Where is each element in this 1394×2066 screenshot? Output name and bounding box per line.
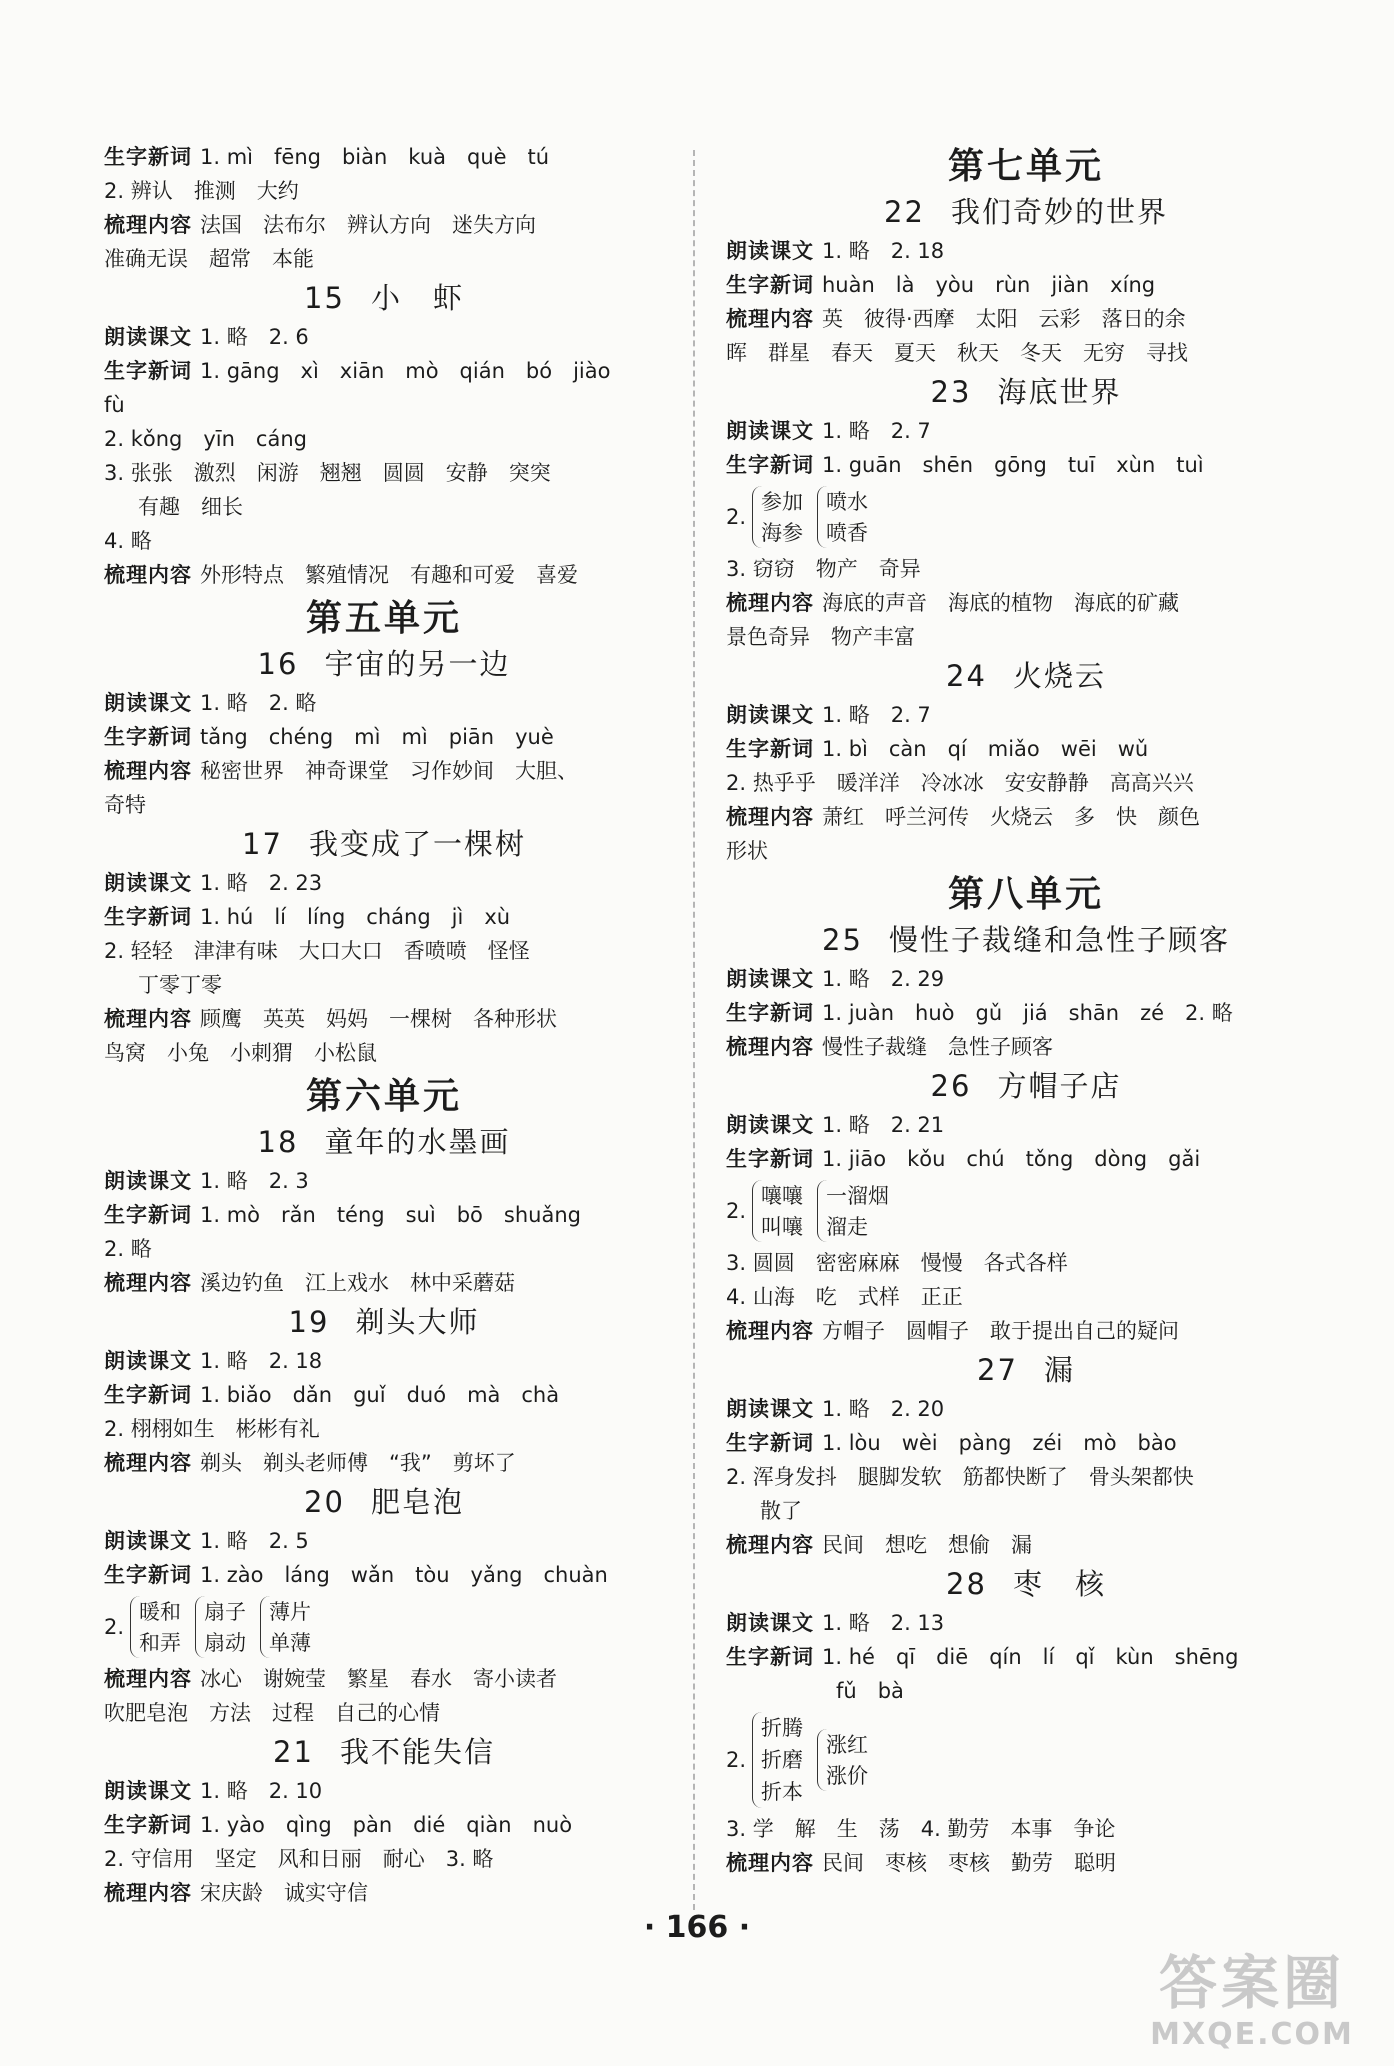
- brace-group: 2. 参加 海参 喷水 喷香: [726, 482, 1326, 552]
- text-line: 生字新词 1. hé qī diē qín lí qǐ kùn shēng: [726, 1645, 1239, 1669]
- text-line: 朗读课文 1. 略 2. 6: [104, 325, 309, 349]
- text-line: 3. 学 解 生 荡 4. 勤劳 本事 争论: [726, 1817, 1116, 1841]
- lesson-title-17: 17 我变成了一棵树: [242, 827, 526, 861]
- text-line: 朗读课文 1. 略 2. 13: [726, 1611, 945, 1635]
- text-line: 梳理内容 宋庆龄 诚实守信: [104, 1881, 368, 1905]
- column-divider: [693, 150, 695, 1910]
- brace-item: 涨红 涨价: [817, 1729, 868, 1791]
- text-line: 梳理内容 溪边钓鱼 江上戏水 林中采蘑菇: [104, 1271, 515, 1295]
- text-line: 2. 守信用 坚定 风和日丽 耐心 3. 略: [104, 1847, 494, 1871]
- text-line: 朗读课文 1. 略 2. 23: [104, 871, 323, 895]
- text-line: 晖 群星 春天 夏天 秋天 冬天 无穷 寻找: [726, 341, 1188, 365]
- text-line: 梳理内容 英 彼得·西摩 太阳 云彩 落日的余: [726, 307, 1186, 331]
- text-line: 2. 热乎乎 暖洋洋 冷冰冰 安安静静 高高兴兴: [726, 771, 1194, 795]
- text-line: 梳理内容 冰心 谢婉莹 繁星 春水 寄小读者: [104, 1667, 557, 1691]
- text-line: 4. 略: [104, 529, 152, 553]
- brace-group: 2. 暖和 和弄 扇子 扇动 薄片 单薄: [104, 1592, 664, 1662]
- text-line: 准确无误 超常 本能: [104, 247, 314, 271]
- lesson-title-18: 18 童年的水墨画: [257, 1125, 511, 1159]
- text-line: 生字新词 1. yào qìng pàn dié qiàn nuò: [104, 1813, 573, 1837]
- text-line: 散了: [760, 1499, 802, 1523]
- text-line: 丁零丁零: [138, 973, 222, 997]
- text-line: 2. 略: [104, 1237, 152, 1261]
- brace-item: 折腾 折磨 折本: [752, 1712, 803, 1808]
- text-line: 梳理内容 民间 枣核 枣核 勤劳 聪明: [726, 1851, 1116, 1875]
- brace-item: 参加 海参: [752, 486, 803, 548]
- text-line: 生字新词 1. zào láng wǎn tòu yǎng chuàn: [104, 1563, 608, 1587]
- text-line: 梳理内容 慢性子裁缝 急性子顾客: [726, 1035, 1053, 1059]
- lesson-title-28: 28 枣 核: [946, 1567, 1106, 1601]
- watermark-logo: 答案圈 MXQE.COM: [1150, 1949, 1354, 2052]
- text-line: 吹肥皂泡 方法 过程 自己的心情: [104, 1701, 440, 1725]
- text-line: 朗读课文 1. 略 2. 7: [726, 419, 931, 443]
- text-line: 朗读课文 1. 略 2. 10: [104, 1779, 323, 1803]
- lesson-title-24: 24 火烧云: [946, 659, 1106, 693]
- left-column: [104, 140, 664, 1910]
- lesson-title-20: 20 肥皂泡: [304, 1485, 464, 1519]
- text-line: 生字新词 1. mì fēng biàn kuà què tú: [104, 145, 550, 169]
- text-line: 梳理内容 剃头 剃头老师傅 “我” 剪坏了: [104, 1451, 516, 1475]
- text-line: 朗读课文 1. 略 2. 18: [104, 1349, 323, 1373]
- text-line: fù: [104, 393, 125, 417]
- text-line: 梳理内容 顾鹰 英英 妈妈 一棵树 各种形状: [104, 1007, 557, 1031]
- text-line: 朗读课文 1. 略 2. 略: [104, 691, 317, 715]
- text-line: 梳理内容 外形特点 繁殖情况 有趣和可爱 喜爱: [104, 563, 578, 587]
- text-line: 3. 圆圆 密密麻麻 慢慢 各式各样: [726, 1251, 1068, 1275]
- text-line: 鸟窝 小兔 小刺猬 小松鼠: [104, 1041, 377, 1065]
- brace-item: 薄片 单薄: [260, 1596, 311, 1658]
- page-number: · 166 ·: [643, 1910, 751, 1945]
- brace-group: 2. 嚷嚷 叫嚷 一溜烟 溜走: [726, 1176, 1326, 1246]
- text-line: 朗读课文 1. 略 2. 29: [726, 967, 945, 991]
- text-line: 3. 张张 激烈 闲游 翘翘 圆圆 安静 突突: [104, 461, 551, 485]
- lesson-title-26: 26 方帽子店: [930, 1069, 1122, 1103]
- text-line: 2. 轻轻 津津有味 大口大口 香喷喷 怪怪: [104, 939, 530, 963]
- text-line: 生字新词 1. jiāo kǒu chú tǒng dòng gǎi: [726, 1147, 1201, 1171]
- text-line: 2. 栩栩如生 彬彬有礼: [104, 1417, 320, 1441]
- brace-group: 2. 折腾 折磨 折本 涨红 涨价: [726, 1708, 1326, 1812]
- text-line: fǔ bà: [836, 1679, 904, 1703]
- text-line: 2. kǒng yīn cáng: [104, 427, 307, 451]
- text-line: 朗读课文 1. 略 2. 20: [726, 1397, 945, 1421]
- lesson-title-22: 22 我们奇妙的世界: [884, 195, 1168, 229]
- lesson-title-23: 23 海底世界: [930, 375, 1122, 409]
- text-line: 3. 窃窃 物产 奇异: [726, 557, 921, 581]
- text-line: 景色奇异 物产丰富: [726, 625, 915, 649]
- lesson-title-19: 19 剃头大师: [288, 1305, 480, 1339]
- text-line: 4. 山海 吃 式样 正正: [726, 1285, 963, 1309]
- text-line: 奇特: [104, 793, 146, 817]
- text-line: 2. 辨认 推测 大约: [104, 179, 299, 203]
- text-line: 生字新词 1. biǎo dǎn guǐ duó mà chà: [104, 1383, 560, 1407]
- text-line: 2. 浑身发抖 腿脚发软 筋都快断了 骨头架都快: [726, 1465, 1194, 1489]
- brace-item: 一溜烟 溜走: [817, 1180, 889, 1242]
- brace-item: 暖和 和弄: [130, 1596, 181, 1658]
- text-line: 梳理内容 海底的声音 海底的植物 海底的矿藏: [726, 591, 1179, 615]
- lesson-title-21: 21 我不能失信: [273, 1735, 495, 1769]
- brace-item: 喷水 喷香: [817, 486, 868, 548]
- text-line: 有趣 细长: [138, 495, 243, 519]
- text-line: 梳理内容 法国 法布尔 辨认方向 迷失方向: [104, 213, 536, 237]
- text-line: 梳理内容 方帽子 圆帽子 敢于提出自己的疑问: [726, 1319, 1179, 1343]
- lesson-title-15: 15 小 虾: [304, 281, 464, 315]
- text-line: 梳理内容 民间 想吃 想偷 漏: [726, 1533, 1032, 1557]
- brace-item: 扇子 扇动: [195, 1596, 246, 1658]
- text-line: 朗读课文 1. 略 2. 3: [104, 1169, 309, 1193]
- text-line: 朗读课文 1. 略 2. 5: [104, 1529, 309, 1553]
- text-line: 生字新词 1. bì càn qí miǎo wēi wǔ: [726, 737, 1149, 761]
- lesson-title-16: 16 宇宙的另一边: [257, 647, 511, 681]
- text-line: 生字新词 1. hú lí líng cháng jì xù: [104, 905, 511, 929]
- text-line: 生字新词 tǎng chéng mì mì piān yuè: [104, 725, 554, 749]
- text-line: 生字新词 1. juàn huò gǔ jiá shān zé 2. 略: [726, 1001, 1233, 1025]
- text-line: 生字新词 1. gāng xì xiān mò qián bó jiào: [104, 359, 611, 383]
- brace-item: 嚷嚷 叫嚷: [752, 1180, 803, 1242]
- text-line: 生字新词 1. guān shēn gōng tuī xùn tuì: [726, 453, 1204, 477]
- lesson-title-27: 27 漏: [977, 1353, 1075, 1387]
- text-line: 朗读课文 1. 略 2. 7: [726, 703, 931, 727]
- text-line: 生字新词 1. mò rǎn téng suì bō shuǎng: [104, 1203, 581, 1227]
- unit-heading-6: 第六单元: [305, 1075, 462, 1117]
- text-line: 生字新词 huàn là yòu rùn jiàn xíng: [726, 273, 1156, 297]
- text-line: 梳理内容 萧红 呼兰河传 火烧云 多 快 颜色: [726, 805, 1200, 829]
- unit-heading-7: 第七单元: [947, 145, 1104, 187]
- lesson-title-25: 25 慢性子裁缝和急性子顾客: [822, 923, 1230, 957]
- unit-heading-8: 第八单元: [947, 873, 1104, 915]
- text-line: 生字新词 1. lòu wèi pàng zéi mò bào: [726, 1431, 1177, 1455]
- text-line: 形状: [726, 839, 768, 863]
- right-column: [726, 140, 1326, 1880]
- unit-heading-5: 第五单元: [305, 597, 462, 639]
- text-line: 朗读课文 1. 略 2. 21: [726, 1113, 945, 1137]
- text-line: 朗读课文 1. 略 2. 18: [726, 239, 945, 263]
- text-line: 梳理内容 秘密世界 神奇课堂 习作妙间 大胆、: [104, 759, 578, 783]
